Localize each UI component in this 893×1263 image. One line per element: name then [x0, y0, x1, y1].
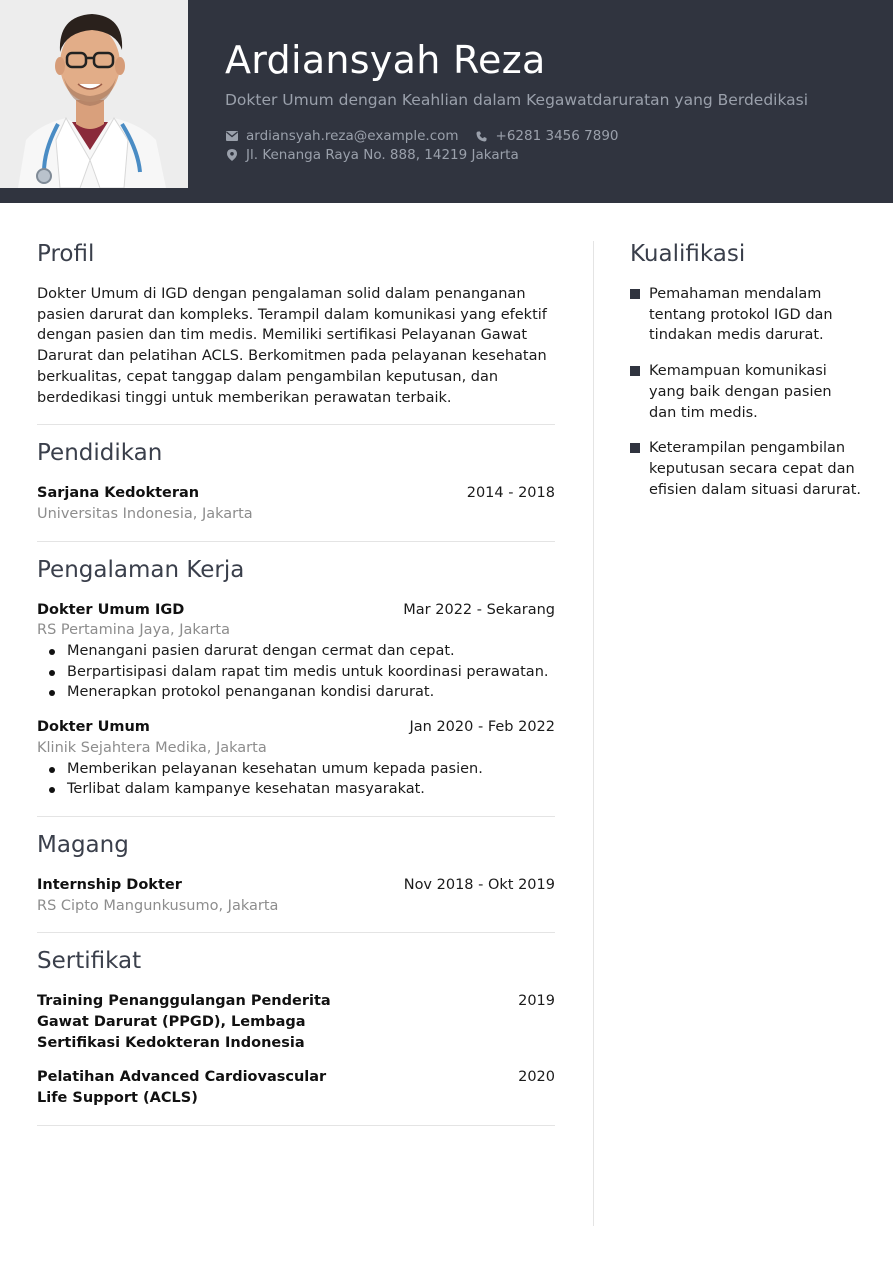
side-column	[630, 238, 862, 515]
list-item: Pemahaman mendalam tentang protokol IGD dan tindakan medis darurat.	[630, 284, 862, 346]
candidate-tagline: Dokter Umum dengan Keahlian dalam Kegawatdaruratan yang Berdedikasi	[225, 91, 809, 109]
profile-text: Dokter Umum di IGD dengan pengalaman solid dalam penanganan pasien darurat dan kompleks. Terampil dalam komunikasi yang efektif dengan pasien dan tim medis. Memiliki sertifikasi Pelayanan Gawat Darurat dan pelatihan ACLS. Berkomitmen pada pelayanan kesehatan berkualitas, cepat tanggap dalam pengambilan keputusan, dan berdedikasi tinggi untuk memberikan perawatan terbaik.	[37, 286, 547, 406]
contact-email[interactable]: ardiansyah.reza@example.com	[246, 128, 459, 144]
certificate-entry	[37, 991, 555, 1053]
list-item: Kemampuan komunikasi yang baik dengan pasien dan tim medis.	[630, 361, 862, 423]
section-title-profile: Profil	[37, 241, 95, 267]
education-date: 2014 - 2018	[466, 485, 555, 502]
internship-entry	[37, 875, 555, 916]
candidate-name: Ardiansyah Reza	[225, 38, 546, 82]
profile-photo	[0, 0, 188, 188]
section-title-internship: Magang	[37, 831, 129, 858]
experience-entry	[37, 600, 555, 704]
experience-date: Jan 2020 - Feb 2022	[409, 719, 555, 736]
section-title-certificates: Sertifikat	[37, 948, 142, 975]
experience-section	[37, 554, 555, 800]
section-divider	[37, 541, 555, 542]
experience-role: Dokter Umum IGD	[37, 601, 185, 618]
experience-place: RS Pertamina Jaya, Jakarta	[37, 622, 230, 639]
education-entry	[37, 483, 555, 524]
profile-section	[37, 238, 555, 408]
education-degree: Sarjana Kedokteran	[37, 485, 200, 502]
internship-place: RS Cipto Mangunkusumo, Jakarta	[37, 897, 279, 914]
experience-bullets	[37, 759, 555, 800]
mail-icon	[225, 129, 239, 143]
certificate-name: Pelatihan Advanced Cardiovascular Life Support (ACLS)	[37, 1069, 327, 1107]
qualifications-section	[630, 238, 862, 500]
certificate-year: 2019	[518, 993, 555, 1010]
certificate-name: Training Penanggulangan Penderita Gawat Darurat (PPGD), Lembaga Sertifikasi Kedokteran Indonesia	[37, 993, 331, 1051]
list-item: Memberikan pelayanan kesehatan umum kepada pasien.	[37, 759, 555, 780]
section-title-experience: Pengalaman Kerja	[37, 556, 245, 583]
experience-place: Klinik Sejahtera Medika, Jakarta	[37, 739, 267, 756]
location-pin-icon	[225, 148, 239, 162]
section-divider	[37, 932, 555, 933]
internship-role: Internship Dokter	[37, 876, 182, 893]
education-school: Universitas Indonesia, Jakarta	[37, 505, 253, 522]
contact-address: Jl. Kenanga Raya No. 888, 14219 Jakarta	[246, 147, 519, 163]
list-item: Berpartisipasi dalam rapat tim medis untuk koordinasi perawatan.	[37, 662, 555, 683]
list-item: Menerapkan protokol penanganan kondisi darurat.	[37, 682, 555, 703]
section-divider	[37, 424, 555, 425]
experience-role: Dokter Umum	[37, 719, 150, 736]
internship-date: Nov 2018 - Okt 2019	[403, 876, 555, 893]
certificates-section	[37, 945, 555, 1109]
resume-header	[0, 0, 893, 203]
contact-phone[interactable]: +6281 3456 7890	[495, 128, 619, 144]
section-divider	[37, 1125, 555, 1126]
section-divider	[37, 816, 555, 817]
column-divider	[593, 241, 594, 1226]
phone-icon	[475, 129, 489, 143]
list-item: Menangani pasien darurat dengan cermat dan cepat.	[37, 641, 555, 662]
contact-row-primary	[225, 128, 619, 144]
list-item: Terlibat dalam kampanye kesehatan masyarakat.	[37, 779, 555, 800]
qualifications-list	[630, 284, 862, 500]
section-title-qualifications: Kualifikasi	[630, 241, 746, 267]
main-column	[37, 238, 555, 1138]
experience-bullets	[37, 641, 555, 703]
list-item: Keterampilan pengambilan keputusan secara cepat dan efisien dalam situasi darurat.	[630, 438, 862, 500]
experience-date: Mar 2022 - Sekarang	[403, 601, 555, 618]
internship-section	[37, 829, 555, 916]
contact-row-address	[225, 147, 519, 163]
education-section	[37, 437, 555, 524]
certificate-year: 2020	[518, 1069, 555, 1086]
certificate-entry	[37, 1067, 555, 1108]
experience-entry	[37, 717, 555, 800]
doctor-portrait-image	[0, 0, 188, 188]
section-title-education: Pendidikan	[37, 440, 163, 467]
